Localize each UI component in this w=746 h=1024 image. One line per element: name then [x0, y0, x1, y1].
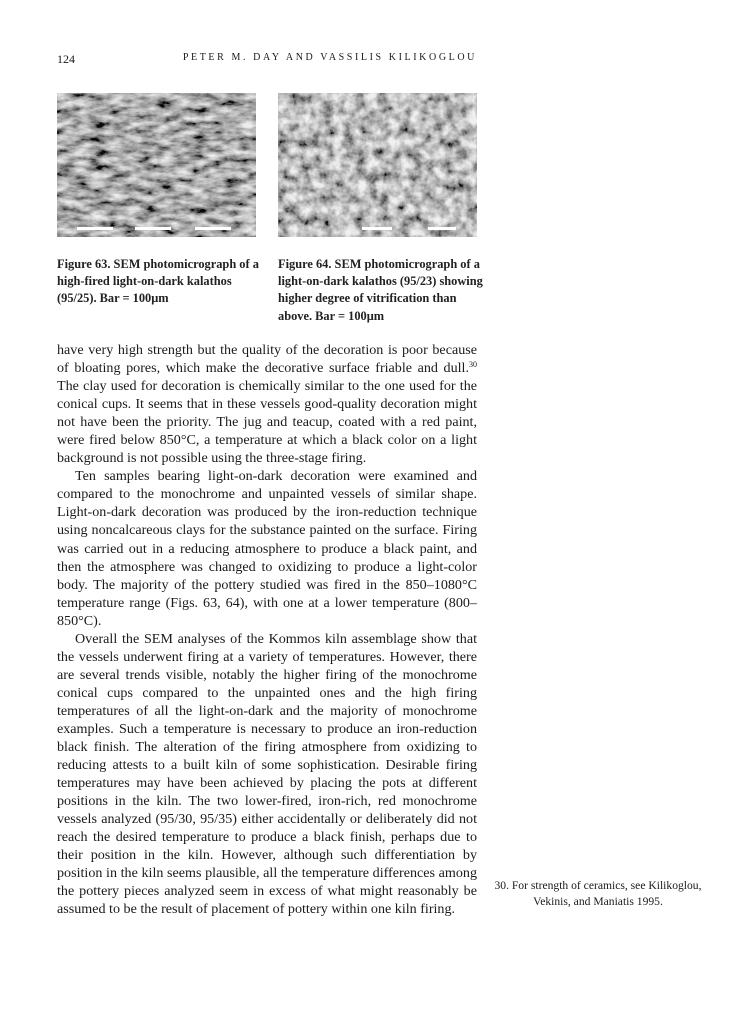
main-text-column	[57, 341, 477, 919]
page-number: 124	[57, 52, 75, 66]
paragraph-2: Ten samples bearing light-on-dark decoration were examined and compared to the monochrome and unpainted vessels of similar shape. Light-on-dark decoration was produced by the iron-reduction technique using noncalcareous clays for the substance painted on the surface. Firing was carried out in a reducing atmosphere to produce a black paint, and then the atmosphere was changed to oxidizing to produce a light-color body. The majority of the pottery studied was fired in the 850–1080°C temperature range (Figs. 63, 64), with one at a lower temperature (800–850°C).	[57, 468, 477, 629]
running-header	[57, 52, 477, 70]
paragraph-3: Overall the SEM analyses of the Kommos kiln assemblage show that the vessels underwent firing at a variety of temperatures. However, there are several trends visible, notably the higher firing of the monochrome conical cups compared to the unpainted ones and the high firing temperatures of all the light-on-dark and the majority of monochrome examples. Such a temperature is necessary to produce an iron-reduction black finish. The alteration of the firing atmosphere from oxidizing to reducing attests to a built kiln of some sophistication. Desirable firing temperatures may have been achieved by placing the pots at different positions in the kiln. The two lower-fired, iron-rich, red monochrome vessels analyzed (95/30, 95/35) either accidentally or deliberately did not reach the desired temperature to produce a black finish, perhaps due to their position in the kiln. However, although such differentiation by position in the kiln seems plausible, all the temperature differences among the pottery pieces analyzed seem in excess of what might reasonably be assumed to be the result of placement of pottery within one kiln firing.	[57, 630, 477, 918]
footnote-30: 30. For strength of ceramics, see Kilikoglou, Vekinis, and Maniatis 1995.	[494, 879, 702, 908]
paragraph-1-text: have very high strength but the quality of the decoration is poor because of bloating pores, which make the decorative surface friable and dull.	[57, 342, 477, 377]
figure-64-caption: Figure 64. SEM photomicrograph of a light-on-dark kalathos (95/23) showing higher degree of vitrification than above. Bar = 100μm	[278, 257, 483, 323]
paragraph-1-continued: The clay used for decoration is chemically similar to the one used for the conical cups. It seems that in these vessels good-quality decoration might not have been the priority. The jug and teacup, coated with a red paint, were fired below 850°C, a temperature at which a black color on a light background is not possible using the three-stage firing.	[57, 378, 477, 467]
scale-bar	[77, 227, 231, 230]
figure-64-sem-photo	[278, 93, 477, 237]
figure-63-sem-photo	[57, 93, 256, 237]
figure-63-caption: Figure 63. SEM photomicrograph of a high-fired light-on-dark kalathos (95/25). Bar = 100μm	[57, 257, 259, 306]
paragraph-1	[57, 341, 477, 467]
footnote-ref-30[interactable]: 30	[469, 360, 477, 370]
running-head-authors: PETER M. DAY AND VASSILIS KILIKOGLOU	[182, 52, 477, 63]
